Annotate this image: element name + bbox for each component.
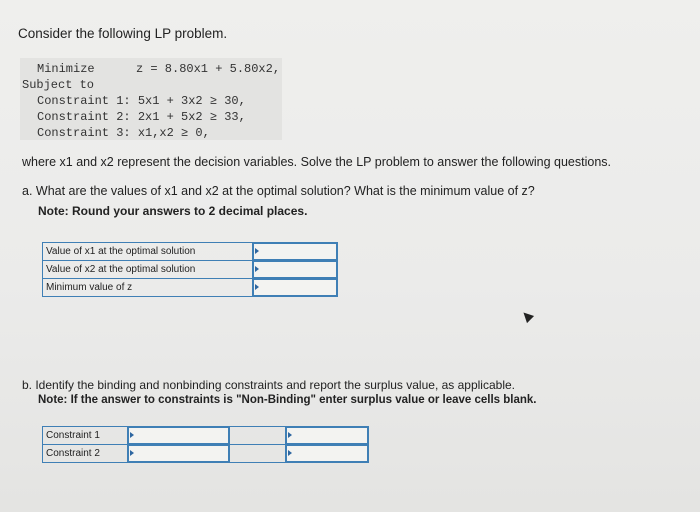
constraint-2-binding-select[interactable] xyxy=(128,445,229,462)
part-b-note: Note: If the answer to constraints is "Non-Binding" enter surplus value or leave cells blank. xyxy=(38,394,537,406)
table-row xyxy=(43,445,369,463)
decision-variable-description: where x1 and x2 represent the decision variables. Solve the LP problem to answer the following questions. xyxy=(22,155,612,169)
table-row xyxy=(43,279,338,297)
part-b-question: b. Identify the binding and nonbinding constraints and report the surplus value, as applicable. xyxy=(22,378,515,392)
x2-answer-input[interactable] xyxy=(253,261,337,278)
table-row xyxy=(43,261,338,279)
row-label: Constraint 2 xyxy=(43,445,128,463)
constraint-2-surplus-input[interactable] xyxy=(286,445,368,462)
part-a-note: Note: Round your answers to 2 decimal places. xyxy=(38,204,308,218)
constraint-2-text: Constraint 2: 2x1 + 5x2 ≥ 33, xyxy=(37,110,246,124)
table-row xyxy=(43,243,338,261)
part-a-answer-table xyxy=(42,242,338,297)
min-z-answer-input[interactable] xyxy=(253,279,337,296)
constraint-1-text: Constraint 1: 5x1 + 3x2 ≥ 30, xyxy=(37,94,246,108)
constraint-1-binding-select[interactable] xyxy=(128,427,229,444)
row-label: Constraint 1 xyxy=(43,427,128,445)
constraint-1-surplus-input[interactable] xyxy=(286,427,368,444)
subject-to-label: Subject to xyxy=(22,78,95,92)
minimize-label: Minimize xyxy=(37,62,95,76)
objective-function: z = 8.80x1 + 5.80x2, xyxy=(136,62,281,76)
table-row xyxy=(43,427,369,445)
constraint-3-text: Constraint 3: x1,x2 ≥ 0, xyxy=(37,126,210,140)
problem-title: Consider the following LP problem. xyxy=(18,26,228,41)
row-label: Minimum value of z xyxy=(43,279,253,297)
row-label: Value of x2 at the optimal solution xyxy=(43,261,253,279)
part-a-question: a. What are the values of x1 and x2 at the optimal solution? What is the minimum value of z? xyxy=(22,184,535,198)
x1-answer-input[interactable] xyxy=(253,243,337,260)
mouse-pointer-icon xyxy=(520,309,534,323)
row-label: Value of x1 at the optimal solution xyxy=(43,243,253,261)
part-b-answer-table xyxy=(42,426,369,463)
